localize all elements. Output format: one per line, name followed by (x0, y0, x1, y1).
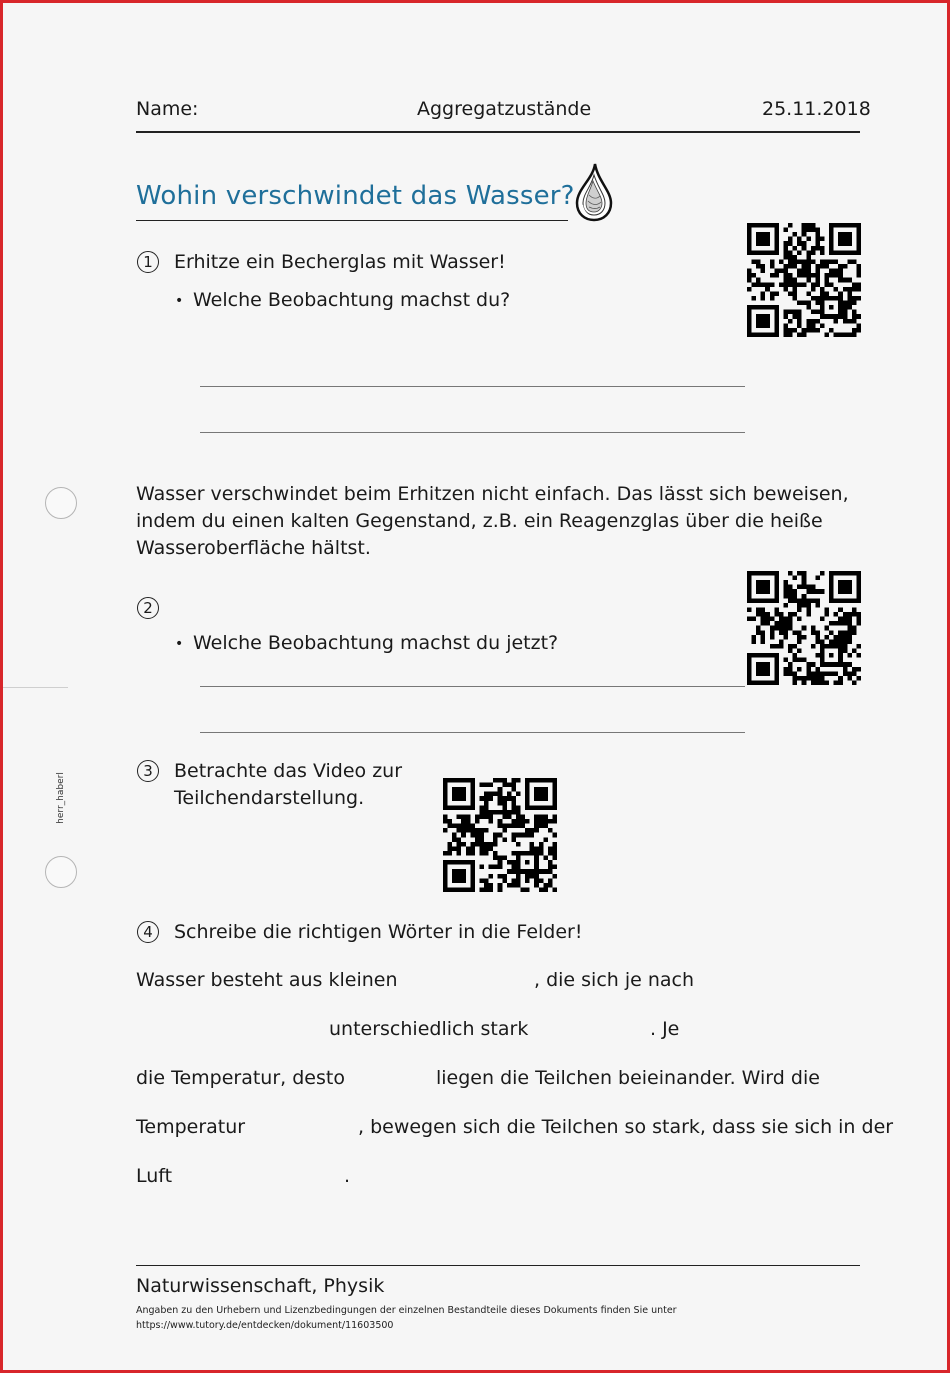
cloze-text: , bewegen sich die Teilchen so stark, dass sie sich in der (358, 1116, 894, 1138)
task-4-text: Schreibe die richtigen Wörter in die Felder! (174, 921, 583, 943)
cloze-text: liegen die Teilchen beieinander. Wird die (436, 1067, 820, 1089)
author-label: herr_haberl (56, 772, 66, 824)
task-1-text: Erhitze ein Becherglas mit Wasser! (174, 251, 506, 273)
cloze-text: , die sich je nach (534, 969, 695, 991)
answer-line-2a[interactable] (200, 686, 745, 687)
answer-line-2b[interactable] (200, 732, 745, 733)
footer-subject: Naturwissenschaft, Physik (136, 1275, 385, 1297)
footer-attribution: Angaben zu den Urhebern und Lizenzbedingungen der einzelnen Bestandteile dieses Dokuments finden Sie unter (136, 1305, 677, 1316)
task-4-number: 4 (137, 921, 159, 943)
task-1-number: 1 (137, 251, 159, 273)
title-underline (136, 220, 568, 221)
date-label: 25.11.2018 (762, 98, 871, 120)
answer-line-1a[interactable] (200, 386, 745, 387)
fold-mark (3, 687, 68, 688)
task-2-question: Welche Beobachtung machst du jetzt? (193, 632, 559, 654)
info-paragraph: Wasser verschwindet beim Erhitzen nicht einfach. Das lässt sich beweisen, indem du einen kalten Gegenstand, z.B. ein Reagenzglas über die heiße Wasseroberfläche hältst. (136, 483, 849, 559)
qr-code-icon[interactable] (747, 571, 861, 685)
qr-code-icon[interactable] (747, 223, 861, 337)
task-3-number: 3 (137, 760, 159, 782)
punch-hole (45, 856, 77, 888)
header-rule (136, 131, 860, 133)
cloze-text: unterschiedlich stark (329, 1018, 529, 1040)
cloze-text: Wasser besteht aus kleinen (136, 969, 398, 991)
topic-label: Aggregatzustände (417, 98, 592, 120)
cloze-text: Luft (136, 1165, 173, 1187)
footer-link[interactable]: https://www.tutory.de/entdecken/dokument/11603500 (136, 1320, 394, 1331)
cloze-text: . (344, 1165, 351, 1187)
water-drop-icon (571, 161, 615, 227)
punch-hole (45, 487, 77, 519)
task-2-number: 2 (137, 597, 159, 619)
name-label: Name: (136, 98, 199, 120)
page-title: Wohin verschwindet das Wasser? (136, 181, 575, 211)
cloze-text: die Temperatur, desto (136, 1067, 345, 1089)
footer-rule (136, 1265, 860, 1266)
qr-code-icon[interactable] (443, 778, 557, 892)
bullet-dot: • (175, 293, 184, 309)
bullet-dot: • (175, 636, 184, 652)
cloze-text: Temperatur (136, 1116, 246, 1138)
cloze-text: . Je (650, 1018, 680, 1040)
answer-line-1b[interactable] (200, 432, 745, 433)
task-3-text-line2: Teilchendarstellung. (174, 787, 365, 809)
task-1-question: Welche Beobachtung machst du? (193, 289, 511, 311)
task-3-text-line1: Betrachte das Video zur (174, 760, 403, 782)
